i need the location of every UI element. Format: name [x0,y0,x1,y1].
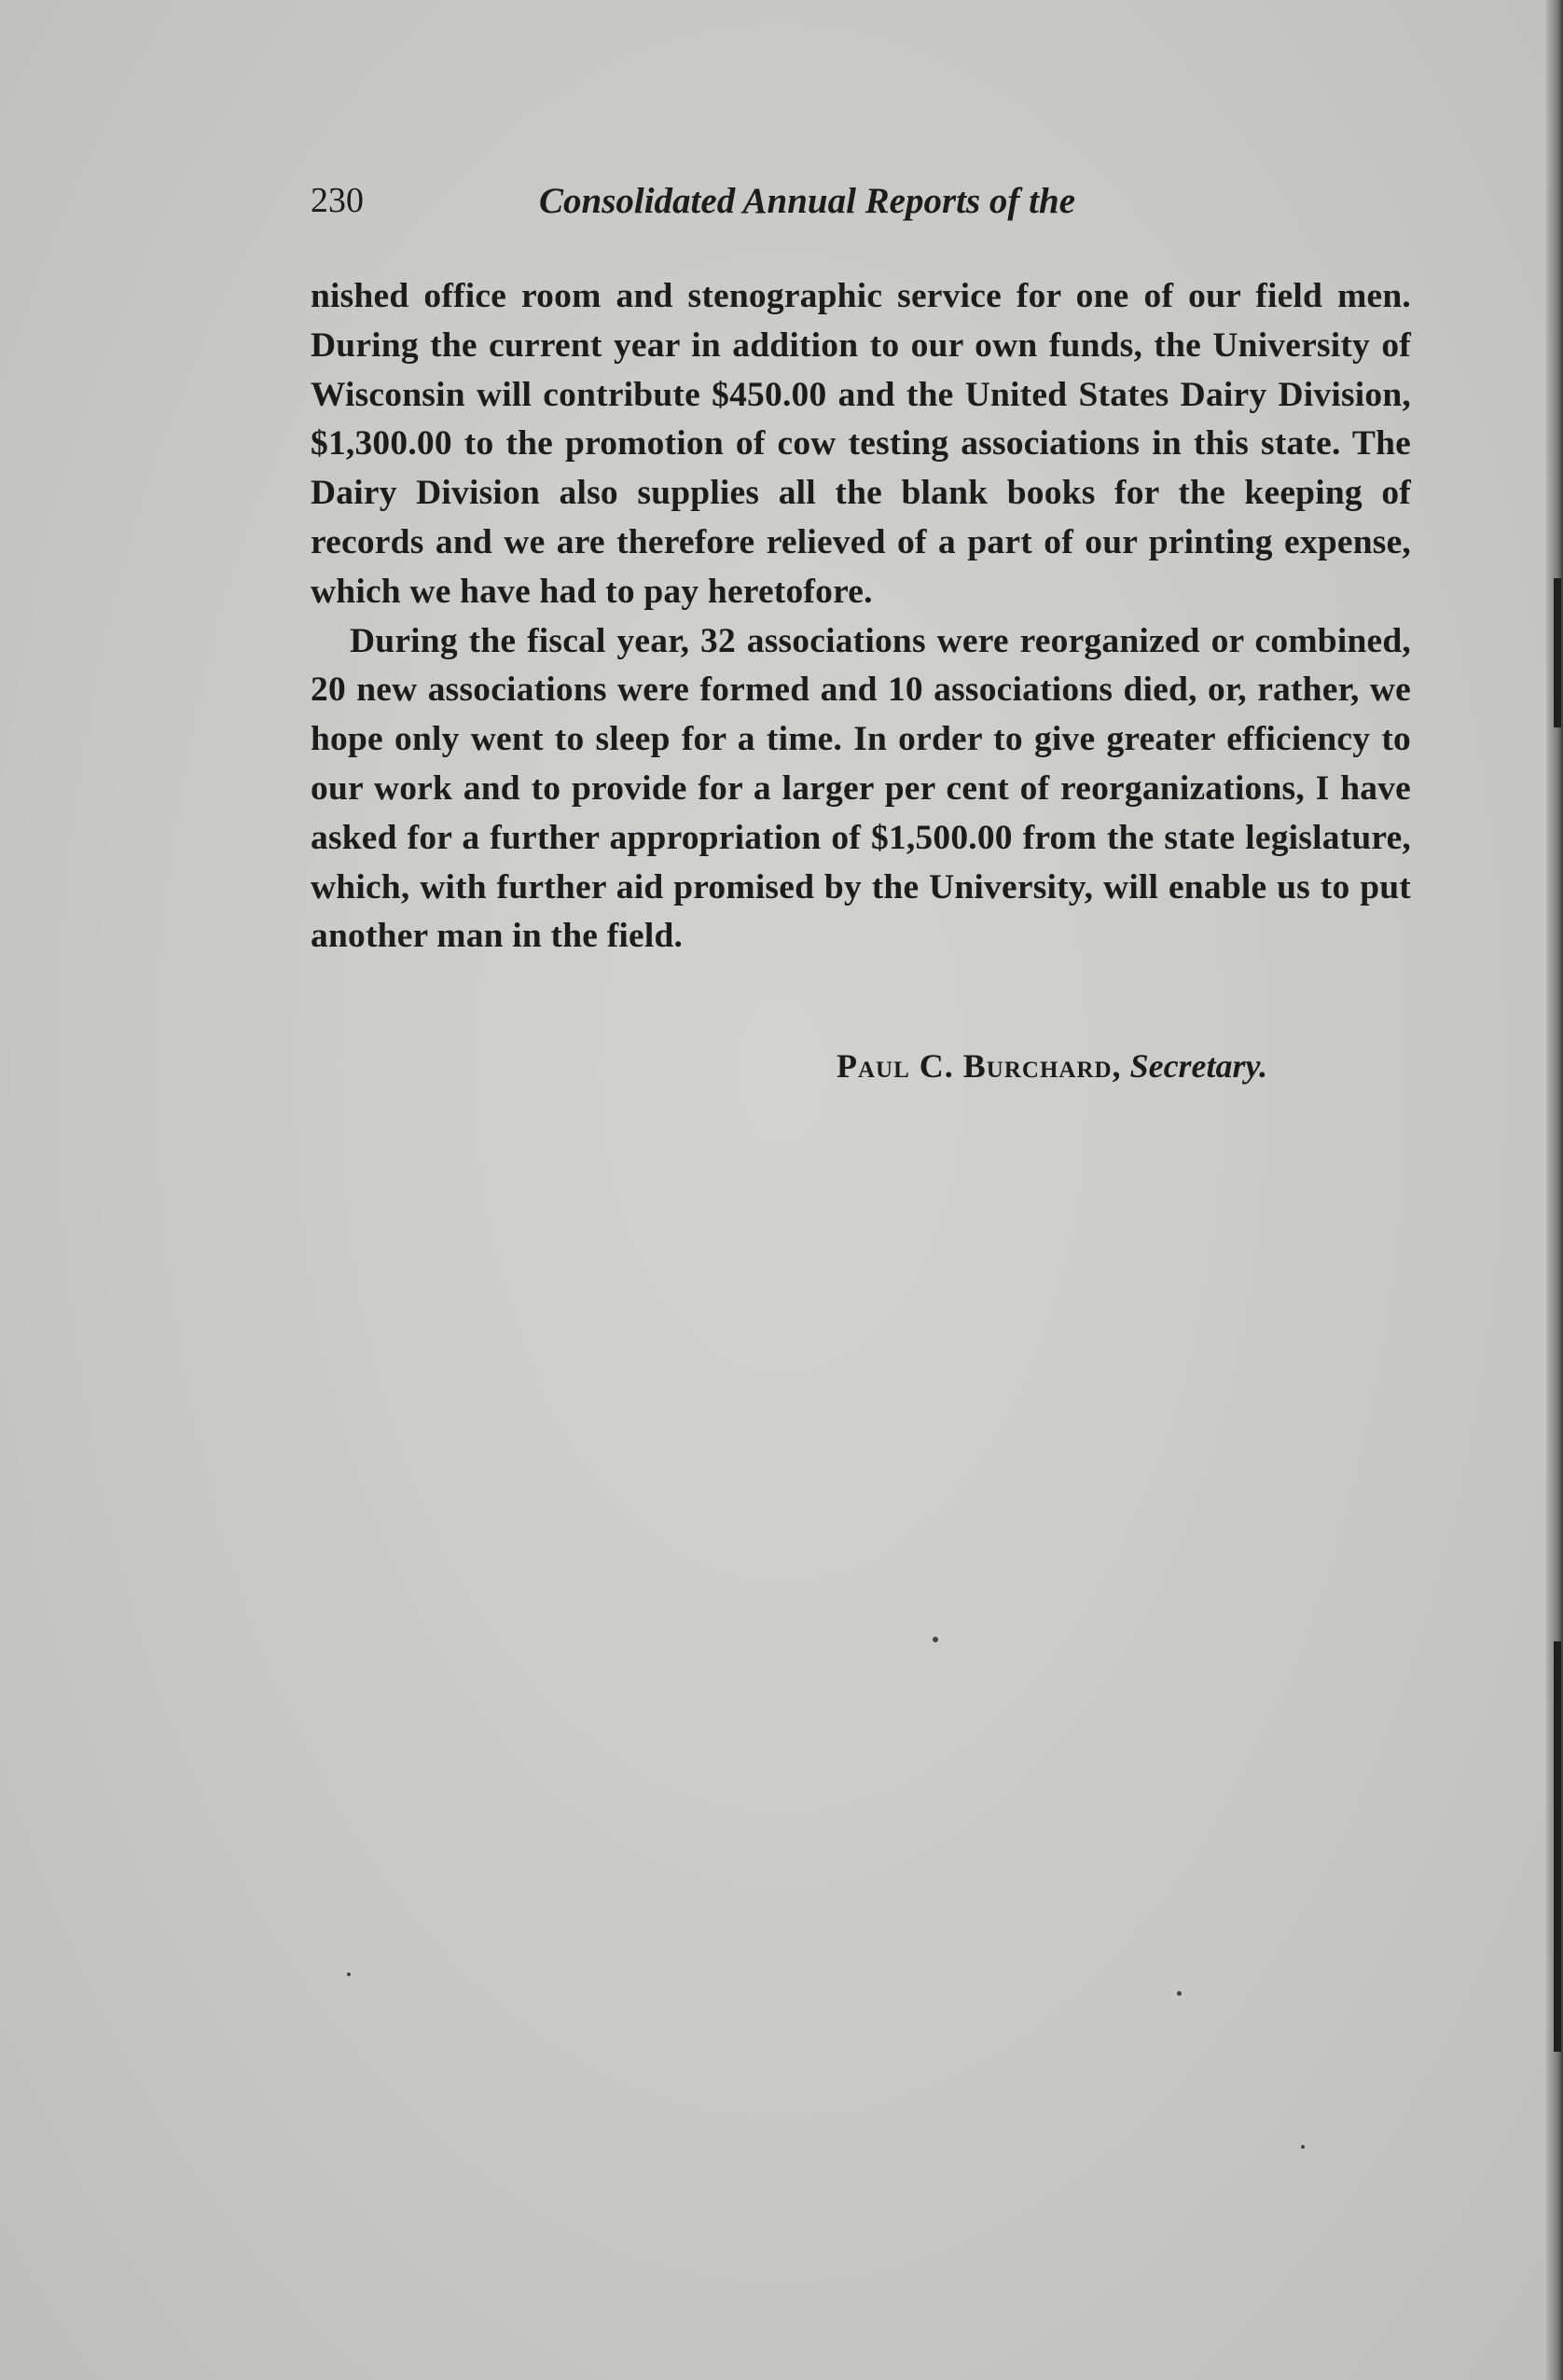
binding-mark [1554,1641,1561,2052]
body-text [311,272,1411,962]
binding-mark [1554,578,1561,727]
paper-speck [347,1972,351,1976]
page-number: 230 [311,181,364,220]
signature-title: Secretary. [1129,1047,1268,1085]
signature [837,1046,1267,1086]
paragraph-2: During the fiscal year, 32 associations were reorganized or combined, 20 new associations were formed and 10 associations died, or, rather, we hope only went to sleep for a time. In order to give greater efficiency to our work and to provide for a larger per cent of reorganizations, I have asked for a further appropriation of $1,500.00 from the state legislature, which, with further aid promised by the University, will enable us to put another man in the field. [311,621,1411,956]
paper-speck [1301,2145,1305,2149]
paper-speck [933,1637,938,1642]
running-title: Consolidated Annual Reports of the [539,181,1076,221]
paper-speck [1177,1991,1182,1996]
page-header [311,180,1178,236]
paragraph-1: nished office room and stenographic service for one of our field men. During the current year in addition to our own funds, the University of Wisconsin will contribute $450.00 and the United States Dairy Division, $1,300.00 to the promotion of cow testing associations in this state. The Dairy Division also supplies all the blank books for the keeping of records and we are therefore relieved of a part of our printing expense, which we have had to pay heretofore. [311,277,1411,611]
signature-name: Paul C. Burchard, [837,1047,1122,1085]
